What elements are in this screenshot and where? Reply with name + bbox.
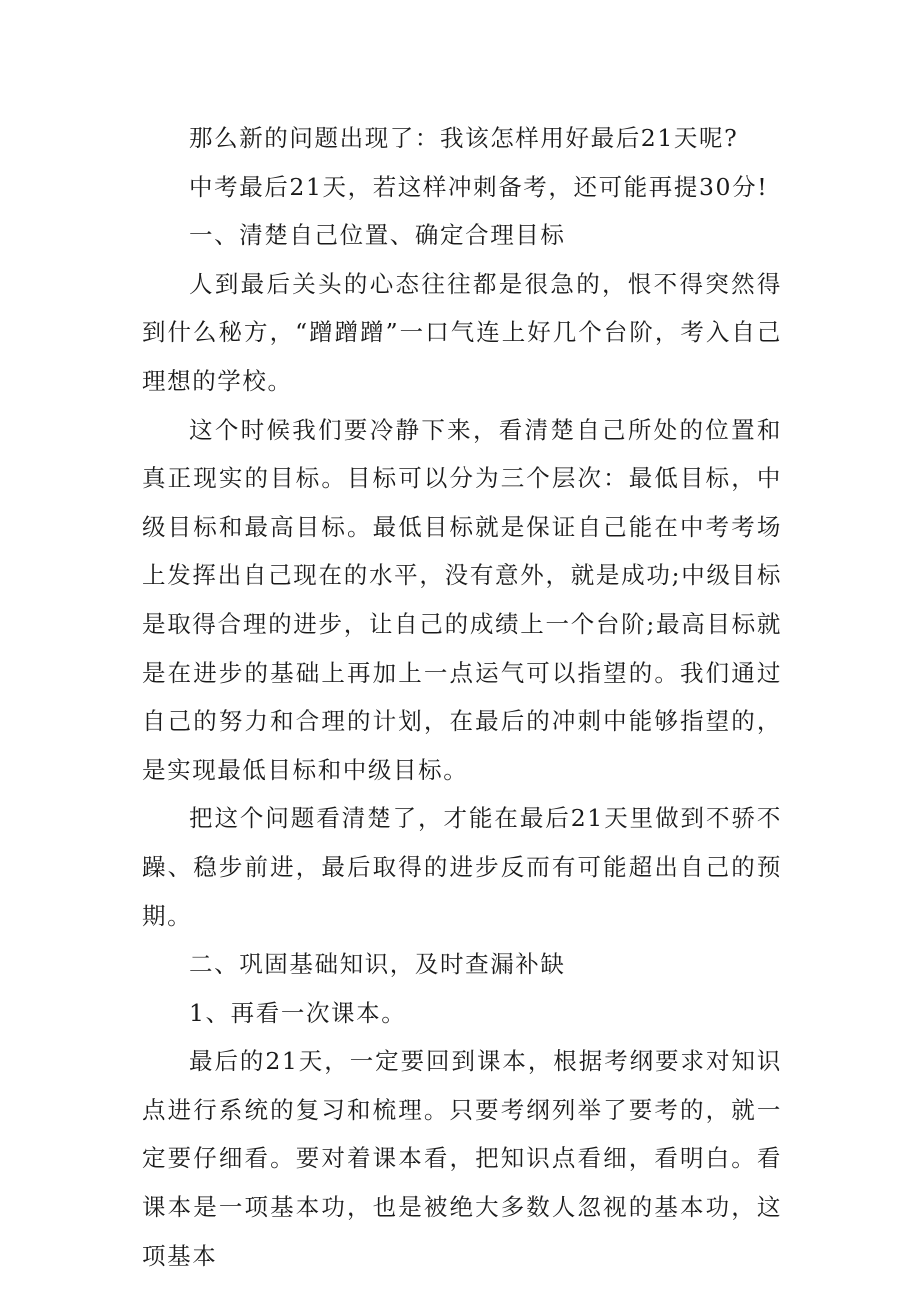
paragraph-headline: 中考最后21天，若这样冲刺备考，还可能再提30分! [189,172,769,201]
subheading-textbook: 1、再看一次课本。 [189,998,407,1027]
section-heading-2: 二、巩固基础知识，及时查漏补缺 [189,950,566,979]
document-body [142,114,782,1280]
paragraph-mindset: 人到最后关头的心态往往都是很急的，恨不得突然得到什么秘方，“蹭蹭蹭”一口气连上好几个台阶，考入自己理想的学校。 [142,269,782,395]
section-heading-1: 一、清楚自己位置、确定合理目标 [189,221,566,250]
paragraph-clarity: 把这个问题看清楚了，才能在最后21天里做到不骄不躁、稳步前进，最后取得的进步反而有可能超出自己的预期。 [142,804,782,930]
paragraph-question: 那么新的问题出现了：我该怎样用好最后21天呢? [189,124,739,152]
paragraph-goals: 这个时候我们要冷静下来，看清楚自己所处的位置和真正现实的目标。目标可以分为三个层次：最低目标，中级目标和最高目标。最低目标就是保证自己能在中考考场上发挥出自己现在的水平，没有意外，就是成功;中级目标是取得合理的进步，让自己的成绩上一个台阶;最高目标就是在进步的基础上再加上一点运气可以指望的。我们通过自己的努力和合理的计划，在最后的冲刺中能够指望的，是实现最低目标和中级目标。 [142,415,782,784]
paragraph-textbook: 最后的21天，一定要回到课本，根据考纲要求对知识点进行系统的复习和梳理。只要考纲列举了要考的，就一定要仔细看。要对着课本看，把知识点看细，看明白。看课本是一项基本功，也是被绝大多数人忽视的基本功，这项基本 [142,1047,782,1270]
